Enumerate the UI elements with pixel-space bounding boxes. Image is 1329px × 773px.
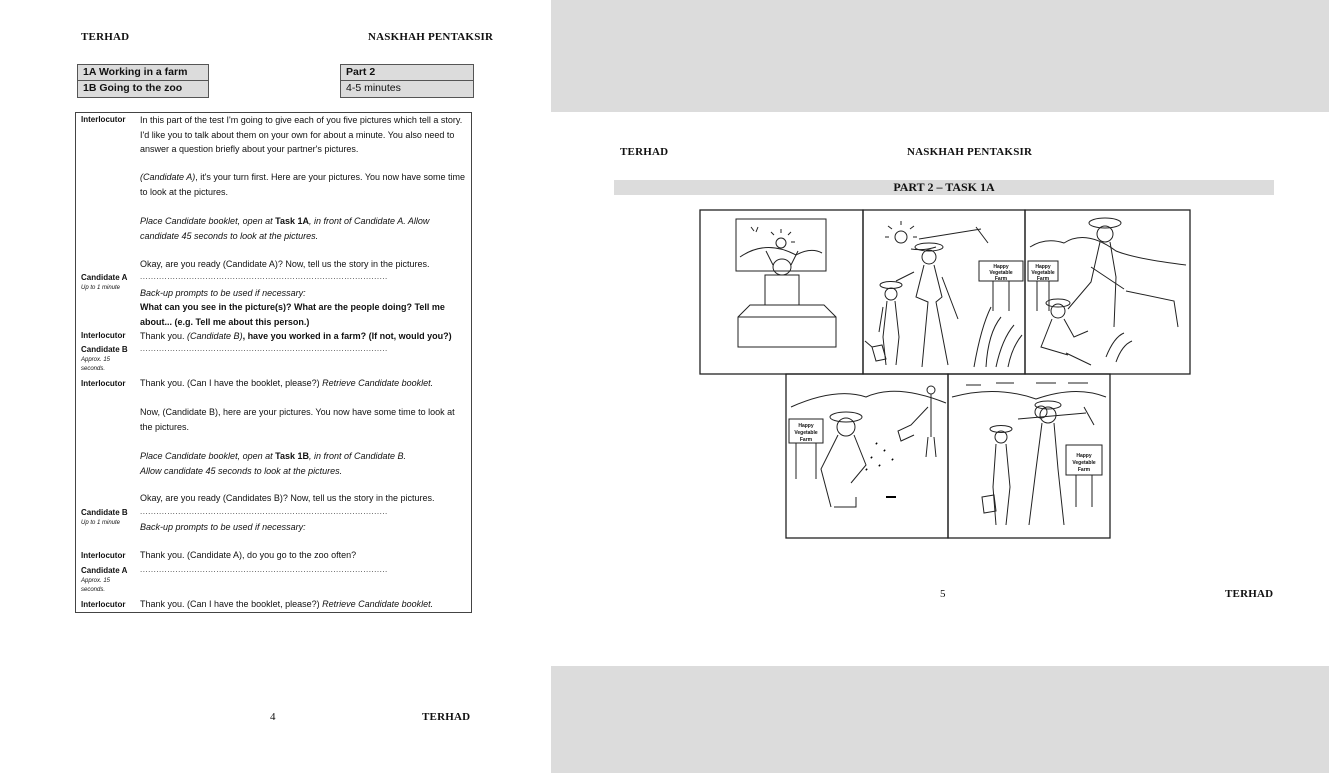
role-interlocutor: Interlocutor (81, 331, 126, 340)
panel-planting (789, 386, 946, 507)
script-retrieve-booklet: Thank you. (Can I have the booklet, please?) Retrieve Candidate booklet. (140, 378, 434, 388)
script-cand-a-turn: (Candidate A), it's your turn first. Here are your pictures. You now have some time to look at the pictures. (140, 172, 466, 197)
page-footer: TERHAD (422, 711, 471, 723)
sign-text-line: Happy (1076, 453, 1092, 459)
left-page (0, 0, 551, 773)
role-interlocutor: Interlocutor (81, 379, 126, 388)
panel-hoeing (1028, 218, 1186, 365)
answer-line: ........................................................................................... (140, 344, 388, 353)
page-number: 5 (940, 588, 946, 600)
sign-text-line: Farm (799, 437, 813, 443)
answer-line: ........................................................................................... (140, 507, 388, 516)
page-gap-top (551, 0, 1329, 112)
panel-waking-up (736, 219, 836, 347)
page-gap-bottom (551, 666, 1329, 773)
sign-text-line: Vegetable (989, 270, 1013, 276)
sign-text-line: Vegetable (1031, 270, 1055, 276)
sign-text-line: Vegetable (1072, 460, 1096, 466)
sign-text-line: Farm (1036, 276, 1050, 282)
script-place-b: Place Candidate booklet, open at Task 1B, in front of Candidate B. Allow candidate 45 seconds to look at the pictures. (140, 451, 407, 476)
role-interlocutor: Interlocutor (81, 115, 126, 124)
topic-1b: 1B Going to the zoo (78, 80, 208, 96)
time-approx: Approx. 15 (81, 578, 111, 584)
role-candidate-a: Candidate A (81, 566, 128, 575)
page-footer: TERHAD (1225, 588, 1274, 600)
page-header-left: TERHAD (620, 146, 669, 158)
sign-text-line: Happy (798, 423, 814, 429)
part-box (340, 64, 474, 98)
page-header-right: NASKHAH PENTAKSIR (907, 146, 1033, 158)
role-interlocutor: Interlocutor (81, 600, 126, 609)
role-interlocutor: Interlocutor (81, 551, 126, 560)
examiner-script (75, 112, 472, 613)
part-duration: 4-5 minutes (341, 80, 473, 96)
script-cand-b-turn: Now, (Candidate B), here are your pictures. You now have some time to look at the pictures. (140, 407, 455, 432)
panel-going-to-farm (865, 221, 1023, 367)
task-title: PART 2 – TASK 1A (614, 180, 1274, 195)
comic-strip-illustration (696, 207, 1193, 542)
sign-text-line: Farm (994, 276, 1008, 282)
backup-prompts-label: Back-up prompts to be used if necessary: (140, 522, 306, 532)
role-candidate-a: Candidate A (81, 273, 128, 282)
backup-questions: What can you see in the picture(s)? What are the people doing? Tell me about... (e.g. Tell me about this person.) (140, 302, 445, 327)
script-ready-b: Okay, are you ready (Candidates B)? Now, tell us the story in the pictures. (140, 493, 435, 503)
script-thank-a-zoo: Thank you. (Candidate A), do you go to the zoo often? (140, 550, 357, 560)
page-header-left: TERHAD (81, 31, 130, 43)
time-up-to-1-minute: Up to 1 minute (81, 285, 121, 291)
backup-prompts-label: Back-up prompts to be used if necessary: (140, 288, 306, 298)
answer-line: ........................................................................................... (140, 272, 388, 281)
script-thank-b: Thank you. (Candidate B), have you worked in a farm? (If not, would you?) (140, 331, 452, 341)
answer-line: ........................................................................................... (140, 565, 388, 574)
role-candidate-b: Candidate B (81, 508, 128, 517)
sign-text-line: Happy (993, 264, 1009, 270)
part-title: Part 2 (346, 66, 376, 78)
right-page-area (551, 0, 1329, 773)
time-approx: Approx. 15 (81, 357, 111, 363)
role-candidate-b: Candidate B (81, 345, 128, 354)
sign-text-line: Vegetable (794, 430, 818, 436)
topic-1a: 1A Working in a farm (83, 66, 188, 78)
sign-text-line: Happy (1035, 264, 1051, 270)
time-seconds: seconds. (81, 587, 106, 593)
script-intro: In this part of the test I'm going to give each of you five pictures which tell a story. I'd like you to talk about them on your own for about a minute. You also need to answer a question briefly about your partner's pictures. (140, 115, 463, 154)
page-header-right: NASKHAH PENTAKSIR (368, 31, 494, 43)
script-ready-a: Okay, are you ready (Candidate A)? Now, tell us the story in the pictures. (140, 259, 430, 269)
sign-text-line: Farm (1077, 467, 1091, 473)
topics-box (77, 64, 209, 98)
time-up-to-1-minute: Up to 1 minute (81, 520, 121, 526)
page-number: 4 (270, 711, 276, 723)
script-place-a: Place Candidate booklet, open at Task 1A, in front of Candidate A. Allow candidate 45 seconds to look at the pictures. (140, 216, 430, 241)
time-seconds: seconds. (81, 366, 106, 372)
script-retrieve-booklet: Thank you. (Can I have the booklet, please?) Retrieve Candidate booklet. (140, 599, 434, 609)
